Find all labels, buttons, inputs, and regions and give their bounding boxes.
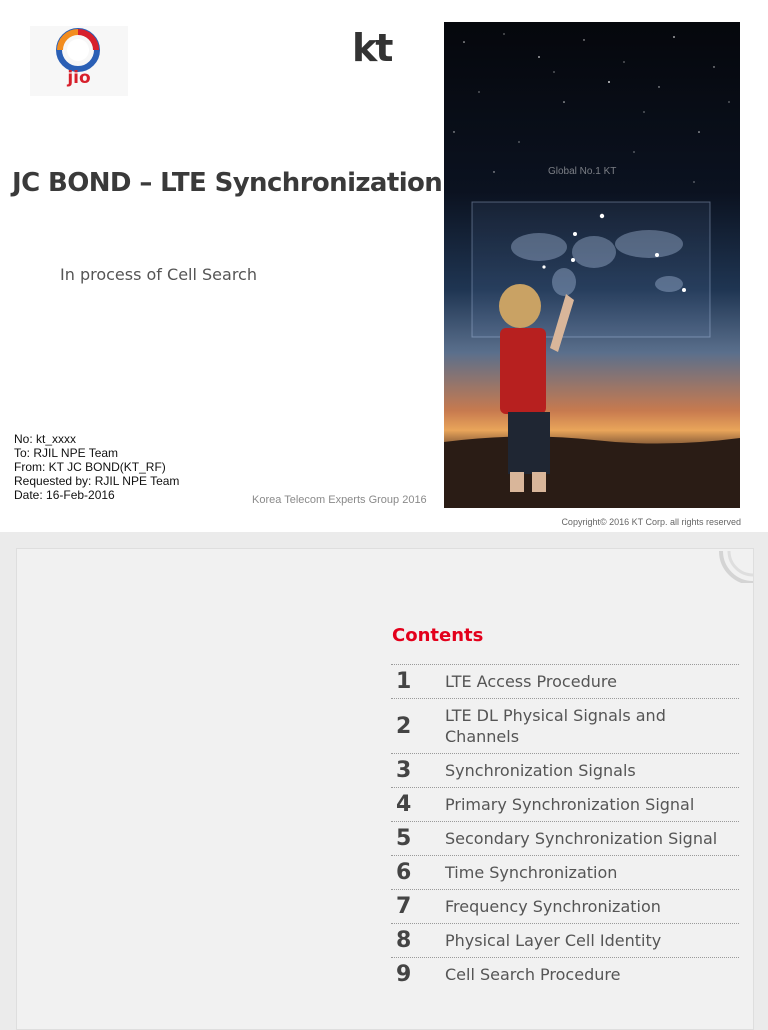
kt-logo	[352, 26, 391, 70]
meta-from: From: KT JC BOND(KT_RF)	[14, 460, 166, 474]
toc-label: Primary Synchronization Signal	[445, 795, 695, 814]
contents-title: Contents	[392, 625, 484, 646]
toc-item	[391, 664, 739, 698]
toc-item	[391, 821, 739, 855]
toc-item	[391, 957, 739, 991]
contents-slide	[16, 548, 754, 1030]
toc-label: Time Synchronization	[445, 863, 618, 882]
toc-label: Cell Search Procedure	[445, 965, 621, 984]
meta-requested-by: Requested by: RJIL NPE Team	[14, 474, 180, 488]
toc-label: LTE DL Physical Signals and Channels	[445, 706, 666, 746]
meta-date: Date: 16-Feb-2016	[14, 488, 115, 502]
slide-title: JC BOND – LTE Synchronization	[12, 168, 443, 198]
meta-number: No: kt_xxxx	[14, 432, 77, 446]
toc-item	[391, 855, 739, 889]
toc-number: 3	[396, 758, 412, 783]
toc-item	[391, 923, 739, 957]
toc-label: Frequency Synchronization	[445, 897, 661, 916]
toc-label: LTE Access Procedure	[445, 672, 617, 691]
jio-logo-icon	[54, 28, 102, 72]
toc-item	[391, 889, 739, 923]
jio-logo-text: jio	[67, 68, 91, 88]
kt-logo-text: kt	[352, 26, 392, 70]
document-meta	[14, 432, 179, 502]
table-of-contents	[391, 664, 739, 991]
toc-number: 7	[396, 894, 412, 919]
toc-number: 8	[396, 928, 412, 953]
toc-label: Secondary Synchronization Signal	[445, 829, 718, 848]
toc-number: 6	[396, 860, 412, 885]
toc-item	[391, 787, 739, 821]
toc-item	[391, 698, 739, 753]
toc-item	[391, 753, 739, 787]
copyright-notice: Copyright© 2016 KT Corp. all rights reserved	[561, 517, 741, 527]
meta-to: To: RJIL NPE Team	[14, 446, 119, 460]
jio-logo	[30, 26, 128, 96]
hero-tagline: Global No.1 KT	[548, 166, 617, 177]
corner-arc-decoration	[719, 549, 753, 583]
toc-number: 4	[396, 792, 412, 817]
toc-number: 5	[396, 826, 412, 851]
experts-group-label: Korea Telecom Experts Group 2016	[252, 494, 427, 506]
hero-illustration	[444, 22, 740, 508]
toc-label: Synchronization Signals	[445, 761, 636, 780]
toc-number: 1	[396, 669, 412, 694]
toc-number: 9	[396, 962, 412, 987]
toc-number: 2	[396, 713, 412, 739]
toc-label: Physical Layer Cell Identity	[445, 931, 662, 950]
slide-subtitle: In process of Cell Search	[60, 265, 257, 284]
hero-image	[444, 22, 740, 508]
